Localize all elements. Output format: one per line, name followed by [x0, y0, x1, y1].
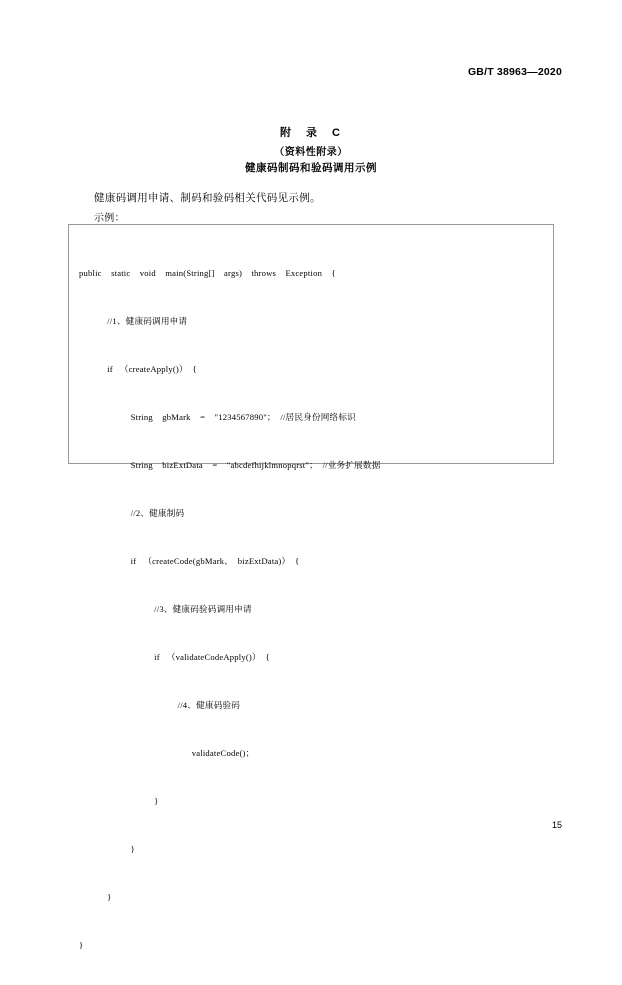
code-line: } — [79, 844, 135, 854]
code-line: //1、健康码调用申请 — [79, 316, 188, 326]
code-line: validateCode()； — [79, 748, 255, 758]
code-line: String bizExtData = "abcdefhijklmnopqrst"； //业务扩展数据 — [79, 460, 381, 470]
annex-title: 附 录 C — [280, 127, 342, 139]
code-line: if （createCode(gbMark、 bizExtData)） { — [79, 556, 300, 566]
code-line: String gbMark = "1234567890"； //居民身份网络标识 — [79, 412, 356, 422]
code-line: if （validateCodeApply()） { — [79, 652, 270, 662]
example-label: 示例： — [94, 213, 125, 224]
code-line: if （createApply()） { — [79, 364, 197, 374]
page-header-standard-number: GB/T 38963—2020 — [467, 66, 562, 78]
code-listing — [79, 233, 547, 985]
code-example-box — [68, 224, 554, 950]
code-line: //2、健康制码 — [79, 508, 185, 518]
code-line: } — [79, 796, 159, 806]
body-paragraph: 健康码调用申请、制码和验码相关代码见示例。 — [94, 193, 321, 204]
annex-name: 健康码制码和验码调用示例 — [245, 162, 377, 174]
page-number: 15 — [551, 820, 562, 830]
code-line: } — [79, 940, 84, 950]
annex-kind: （资料性附录） — [274, 147, 348, 158]
code-line: } — [79, 892, 112, 902]
code-line: //4、健康码验码 — [79, 700, 241, 710]
code-line: //3、健康码验码调用申请 — [79, 604, 252, 614]
code-line: public static void main(String[] args) throws Exception { — [79, 268, 336, 278]
